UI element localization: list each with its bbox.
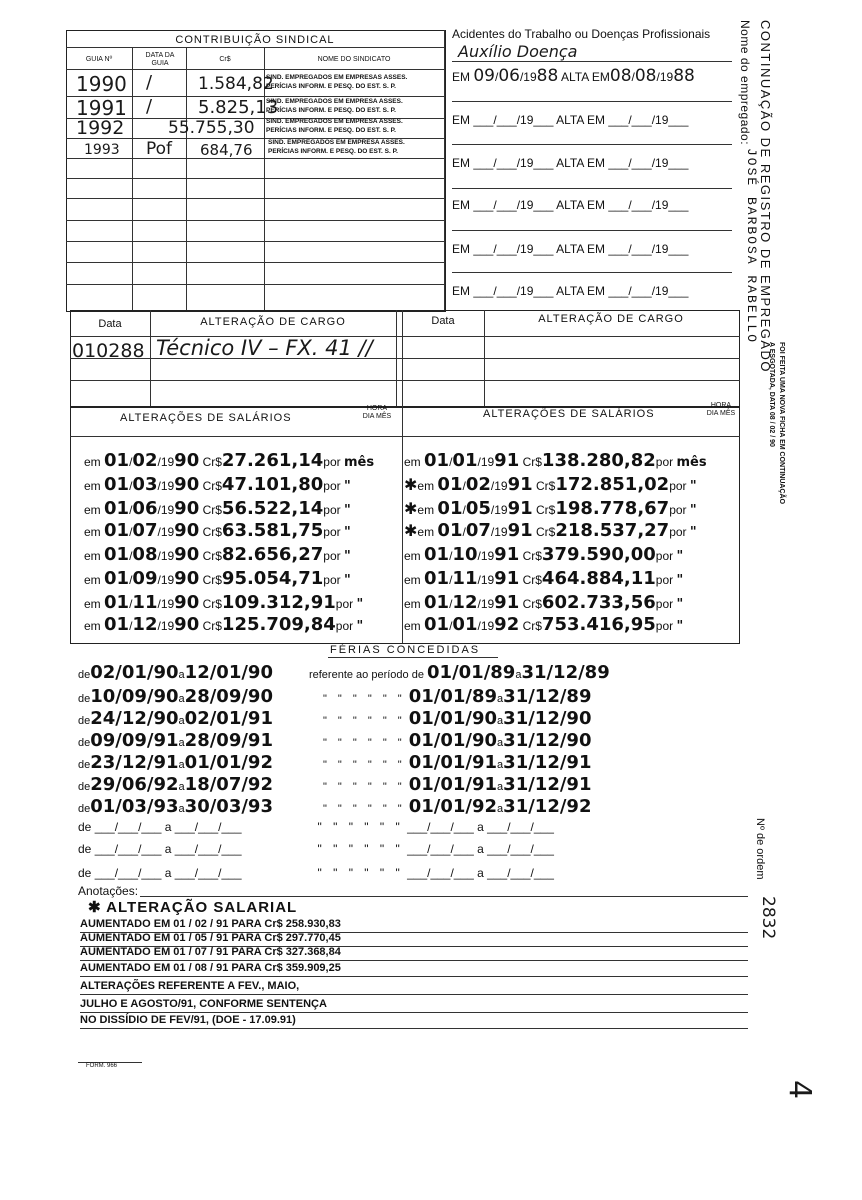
anotacao-line: AUMENTADO EM 01 / 07 / 91 PARA Cr$ 327.368,84 — [80, 946, 341, 958]
acidentes-header: Acidentes do Trabalho ou Doenças Profissionais — [452, 27, 711, 41]
left-salario-row: em 01/03/1990 Cr$47.101,80por " — [84, 474, 351, 495]
form-number: FORM. 966 — [86, 1063, 118, 1069]
salarios-header-left: ALTERAÇÕES DE SALÁRIOS — [120, 412, 292, 424]
acidente-row-3: EM ___/___/19___ ALTA EM ___/___/19___ — [452, 156, 689, 170]
right-salario-row: ✱em 01/05/1991 Cr$198.778,67por " — [404, 498, 697, 519]
ferias-row: de09/09/91a28/09/91 " " " " " " 01/01/90a31/12/90 — [78, 730, 592, 751]
cargo-entry-data: 010288 — [72, 340, 145, 362]
anotacao-line: NO DISSÍDIO DE FEV/91, (DOE - 17.09.91) — [80, 1014, 296, 1026]
sindicato-3a: SIND. EMPREGADOS EM EMPRESA ASSES. — [266, 118, 403, 125]
ferias-row: de ___/___/___ a ___/___/___ " " " " " " ___/___/___ a ___/___/___ — [78, 842, 554, 856]
guia-1992: 1992 — [76, 117, 125, 139]
acidente-row-4: EM ___/___/19___ ALTA EM ___/___/19___ — [452, 198, 689, 212]
anotacao-line: AUMENTADO EM 01 / 05 / 91 PARA Cr$ 297.770,45 — [80, 932, 341, 944]
salarios-header-right: ALTERAÇÕES DE SALÁRIOS — [483, 408, 655, 420]
anotacao-line: JULHO E AGOSTO/91, CONFORME SENTENÇA — [80, 998, 327, 1010]
hora-label-left: HORA DIA MÊS — [362, 405, 392, 420]
hora-label-right: HORA DIA MÊS — [706, 402, 736, 417]
cargo-col-alteracao: ALTERAÇÃO DE CARGO — [200, 316, 346, 328]
valor-guia-4: 684,76 — [200, 141, 253, 159]
sindicato-4a: SIND. EMPREGADOS EM EMPRESA ASSES. — [268, 139, 405, 146]
acidente-row-5: EM ___/___/19___ ALTA EM ___/___/19___ — [452, 242, 689, 256]
sindicato-1b: PERÍCIAS INFORM. E PESQ. DO EST. S. P. — [266, 83, 396, 90]
side-nome-label: Nome do empregado: — [738, 20, 752, 146]
acidente-row-1: EM 09/06/1988 ALTA EM08/08/1988 — [452, 66, 695, 86]
side-nova-ficha: FOI FEITA UMA NOVA FICHA EM CONTINUAÇÃO — [778, 342, 785, 505]
data-guia-1: / — [146, 72, 153, 93]
left-salario-row: em 01/08/1990 Cr$82.656,27por " — [84, 544, 351, 565]
ferias-row: de23/12/91a01/01/92 " " " " " " 01/01/91a31/12/91 — [78, 752, 592, 773]
sindicato-1a: SIND. EMPREGADOS EM EMPRESAS ASSES. — [266, 74, 408, 81]
left-salario-row: em 01/12/1990 Cr$125.709,84por " — [84, 614, 364, 635]
guia-1993: 1993 — [84, 142, 120, 158]
right-salario-row: em 01/11/1991 Cr$464.884,11por " — [404, 568, 684, 589]
right-salario-row: em 01/10/1991 Cr$379.590,00por " — [404, 544, 684, 565]
anotacoes-title: ✱ ALTERAÇÃO SALARIAL — [88, 899, 298, 916]
left-salario-row: em 01/07/1990 Cr$63.581,75por " — [84, 520, 351, 541]
col-sindicato: NOME DO SINDICATO — [317, 56, 391, 63]
right-salario-row: em 01/01/1992 Cr$753.416,95por " — [404, 614, 684, 635]
cargo-col-data-2: Data — [431, 315, 455, 327]
acidentes-handwritten: Auxílio Doença — [458, 42, 578, 61]
acidente-row-2: EM ___/___/19___ ALTA EM ___/___/19___ — [452, 113, 689, 127]
ferias-row: de ___/___/___ a ___/___/___ " " " " " " ___/___/___ a ___/___/___ — [78, 820, 554, 834]
anotacao-line: AUMENTADO EM 01 / 08 / 91 PARA Cr$ 359.909,25 — [80, 962, 341, 974]
page-number: 4 — [782, 1079, 818, 1100]
data-guia-4: Pof — [146, 139, 173, 159]
sindicato-4b: PERÍCIAS INFORM. E PESQ. DO EST. S. P. — [268, 148, 398, 155]
ferias-header: FÉRIAS CONCEDIDAS — [330, 644, 481, 656]
right-salario-row: em 01/12/1991 Cr$602.733,56por " — [404, 592, 684, 613]
acidente-row-6: EM ___/___/19___ ALTA EM ___/___/19___ — [452, 284, 689, 298]
ferias-row: de29/06/92a18/07/92 " " " " " " 01/01/91a31/12/91 — [78, 774, 592, 795]
sindicato-3b: PERÍCIAS INFORM. E PESQ. DO EST. S. P. — [266, 127, 396, 134]
side-ordem-label: Nº de ordem — [754, 818, 766, 880]
sindicato-2a: SIND. EMPREGADOS EM EMPRESA ASSES. — [266, 98, 403, 105]
guia-1990: 1990 — [76, 72, 127, 96]
guia-1991: 1991 — [76, 96, 127, 120]
cargo-col-alteracao-2: ALTERAÇÃO DE CARGO — [538, 313, 684, 325]
side-esgotada: A ESGOTADA, DATA 08 / 02 / 90 — [768, 342, 775, 447]
col-guia: GUIA Nº — [85, 56, 113, 63]
valor-guia-1: 1.584,82 — [198, 74, 274, 94]
valor-guia-2: 5.825,13 — [198, 97, 279, 118]
anotacoes-label: Anotações: — [78, 884, 139, 898]
side-continuacao: CONTINUAÇÃO DE REGISTRO DE EMPREGADO — [758, 20, 773, 374]
left-salario-row: em 01/11/1990 Cr$109.312,91por " — [84, 592, 364, 613]
right-salario-row: em 01/01/1991 Cr$138.280,82por mês — [404, 450, 707, 471]
sindicato-2b: PERÍCIAS INFORM. E PESQ. DO EST. S. P. — [266, 107, 396, 114]
col-valor: Cr$ — [219, 56, 231, 63]
side-nome: JOSÉ BARBOSA RABELLO — [744, 148, 759, 345]
data-guia-2: / — [146, 96, 153, 117]
ferias-row: de10/09/90a28/09/90 " " " " " " 01/01/89a31/12/89 — [78, 686, 592, 707]
side-ordem: 2832 — [758, 896, 778, 940]
right-salario-row: ✱em 01/02/1991 Cr$172.851,02por " — [404, 474, 697, 495]
anotacao-line: ALTERAÇÕES REFERENTE A FEV., MAIO, — [80, 980, 300, 992]
cargo-entry-cargo: Técnico IV – FX. 41 // — [156, 336, 373, 360]
right-salario-row: ✱em 01/07/1991 Cr$218.537,27por " — [404, 520, 697, 541]
ferias-row: de ___/___/___ a ___/___/___ " " " " " " ___/___/___ a ___/___/___ — [78, 866, 554, 880]
sindical-header: CONTRIBUIÇÃO SINDICAL — [175, 34, 335, 46]
ferias-row: de24/12/90a02/01/91 " " " " " " 01/01/90a31/12/90 — [78, 708, 592, 729]
cargo-col-data: Data — [98, 318, 122, 330]
left-salario-row: em 01/09/1990 Cr$95.054,71por " — [84, 568, 351, 589]
ferias-row: de02/01/90a12/01/90 referente ao período de 01/01/89a31/12/89 — [78, 662, 610, 683]
ferias-row: de01/03/93a30/03/93 " " " " " " 01/01/92a31/12/92 — [78, 796, 592, 817]
left-salario-row: em 01/06/1990 Cr$56.522,14por " — [84, 498, 351, 519]
valor-guia-3: 55.755,30 — [168, 118, 255, 138]
col-data-guia: DATA DA GUIA — [145, 52, 175, 67]
left-salario-row: em 01/02/1990 Cr$27.261,14por mês — [84, 450, 375, 471]
anotacao-line: AUMENTADO EM 01 / 02 / 91 PARA Cr$ 258.930,83 — [80, 918, 341, 930]
